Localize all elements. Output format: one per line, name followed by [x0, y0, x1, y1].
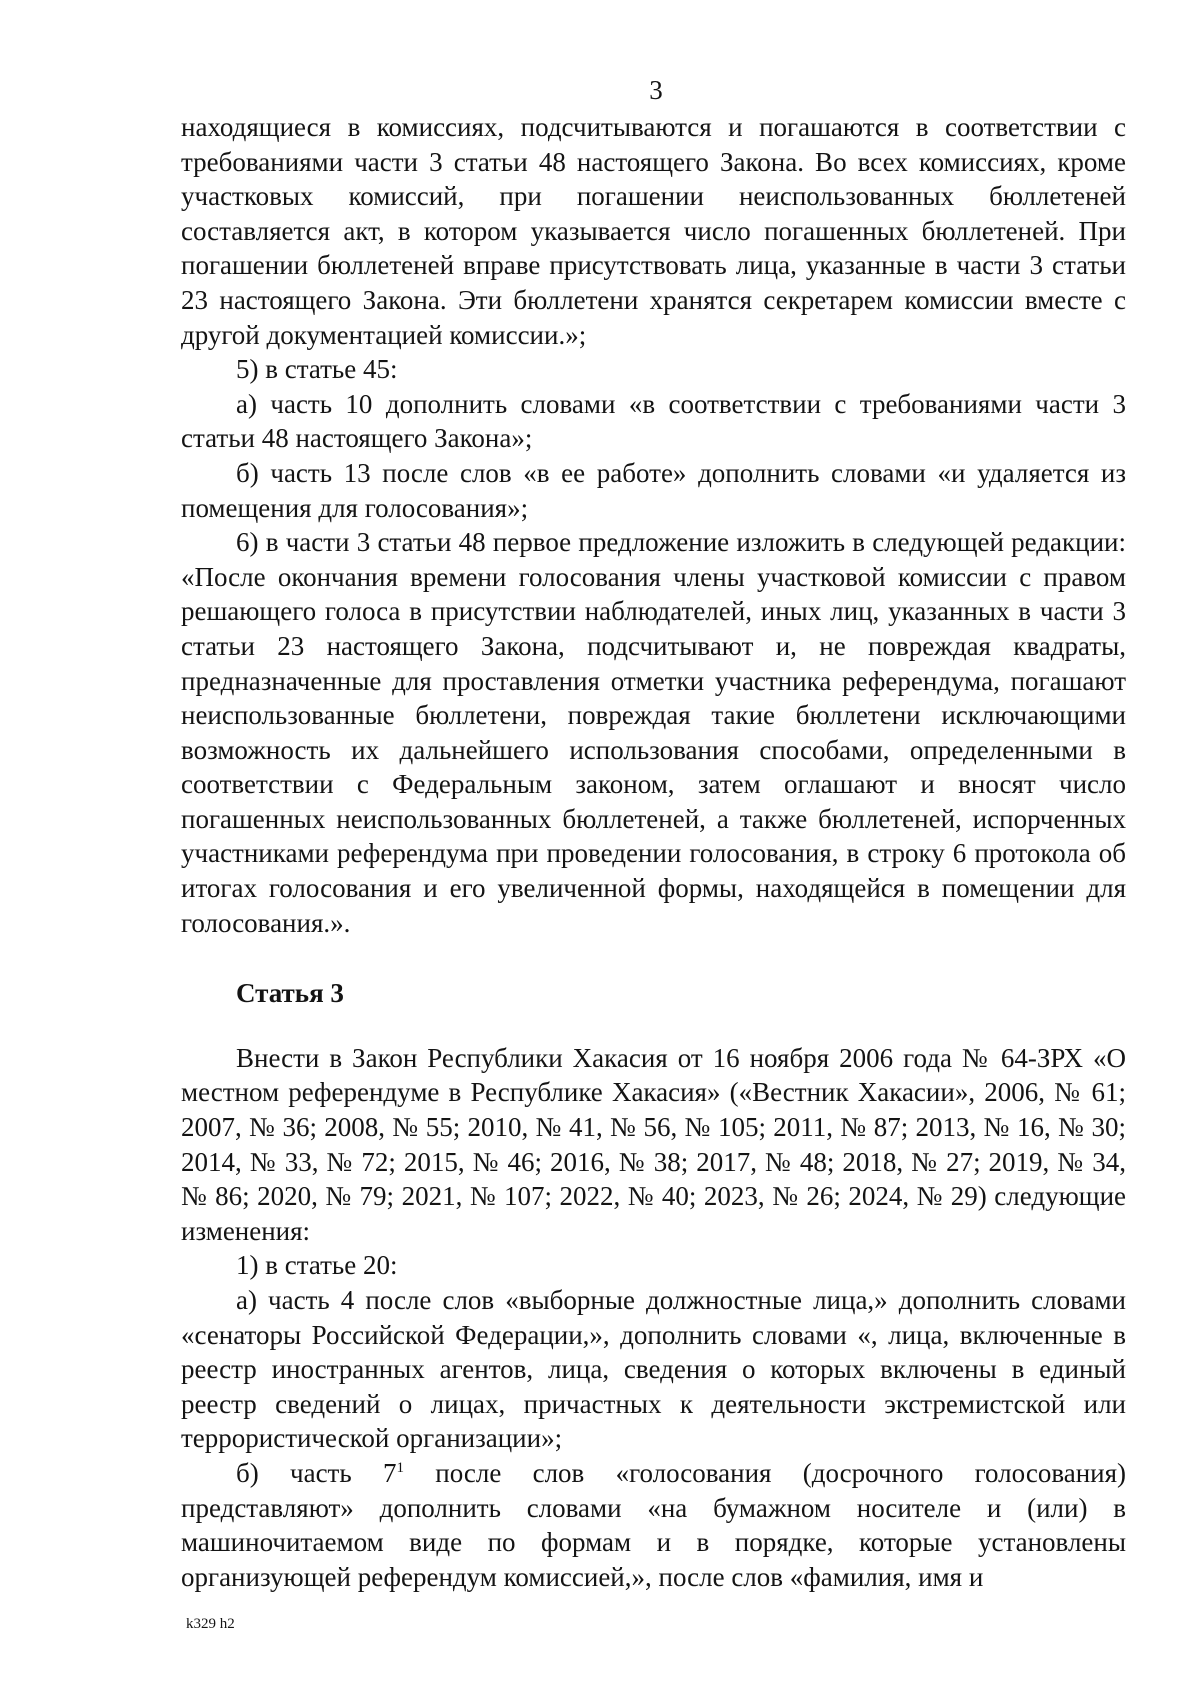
- spacer: [181, 1011, 1126, 1041]
- page-number: 3: [649, 75, 663, 105]
- spacer: [181, 940, 1126, 976]
- paragraph-item-6: 6) в части 3 статьи 48 первое предложение изложить в следующей редакции: «После окончания времени голосования члены участковой комиссии с правом решающего голоса в присутствии наблюдателей, иных лиц, указанных в части 3 статьи 23 настоящего Закона, подсчитывают и, не повреждая квадраты, предназначенные для проставления отметки участника референдума, погашают неиспользованные бюллетени, повреждая такие бюллетени исключающими возможность их дальнейшего использования способами, определенными в соответствии с Федеральным законом, затем оглашают и вносят число погашенных неиспользованных бюллетеней, а также бюллетеней, испорченных участниками референдума при проведении голосования, в строку 6 протокола об итогах голосования и его увеличенной формы, находящейся в помещении для голосования.».: [181, 527, 1126, 938]
- superscript-index: 1: [396, 1459, 404, 1476]
- paragraph-item-1b: [181, 1456, 1126, 1594]
- paragraph-item-5: 5) в статье 45:: [236, 354, 398, 385]
- paragraph-item-5a: а) часть 10 дополнить словами «в соответствии с требованиями части 3 статьи 48 настоящего Закона»;: [181, 388, 1126, 454]
- paragraph-item-1a: а) часть 4 после слов «выборные должностные лица,» дополнить словами «сенаторы Российской Федерации,», дополнить словами «, лица, включенные в реестр иностранных агентов, лица, сведения о которых включены в единый реестр сведений о лицах, причастных к деятельности экстремистской или террористической организации»;: [181, 1285, 1126, 1454]
- article-heading: Статья 3: [236, 978, 344, 1009]
- paragraph-continuation: находящиеся в комиссиях, подсчитываются и погашаются в соответствии с требованиями части 3 статьи 48 настоящего Закона. Во всех комиссиях, кроме участковых комиссий, при погашении неиспользованных бюллетеней составляется акт, в котором указывается число погашенных бюллетеней. При погашении бюллетеней вправе присутствовать лица, указанные в части 3 статьи 23 настоящего Закона. Эти бюллетени хранятся секретарем комиссии вместе с другой документацией комиссии.»;: [181, 112, 1126, 350]
- footer-document-code: k329 h2: [186, 1616, 235, 1632]
- paragraph-article-3-intro: Внести в Закон Республики Хакасия от 16 ноября 2006 года № 64-ЗРХ «О местном референдуме в Республике Хакасия» («Вестник Хакасии», 2006, № 61; 2007, № 36; 2008, № 55; 2010, № 41, № 56, № 105; 2011, № 87; 2013, № 16, № 30; 2014, № 33, № 72; 2015, № 46; 2016, № 38; 2017, № 48; 2018, № 27; 2019, № 34, № 86; 2020, № 79; 2021, № 107; 2022, № 40; 2023, № 26; 2024, № 29) следующие изменения:: [181, 1042, 1126, 1246]
- document-body: [181, 110, 1126, 1594]
- paragraph-item-1b-end: после слов «голосования (досрочного голосования) представляют» дополнить словами «на бумажном носителе и (или) в машиночитаемом виде по формам и в порядке, которые установлены организующей референдум комиссией,», после слов «фамилия, имя и: [181, 1457, 1127, 1592]
- paragraph-item-1: 1) в статье 20:: [236, 1250, 398, 1281]
- paragraph-item-1b-start: б) часть 7: [236, 1457, 397, 1488]
- paragraph-item-5b: б) часть 13 после слов «в ее работе» дополнить словами «и удаляется из помещения для голосования»;: [181, 457, 1126, 523]
